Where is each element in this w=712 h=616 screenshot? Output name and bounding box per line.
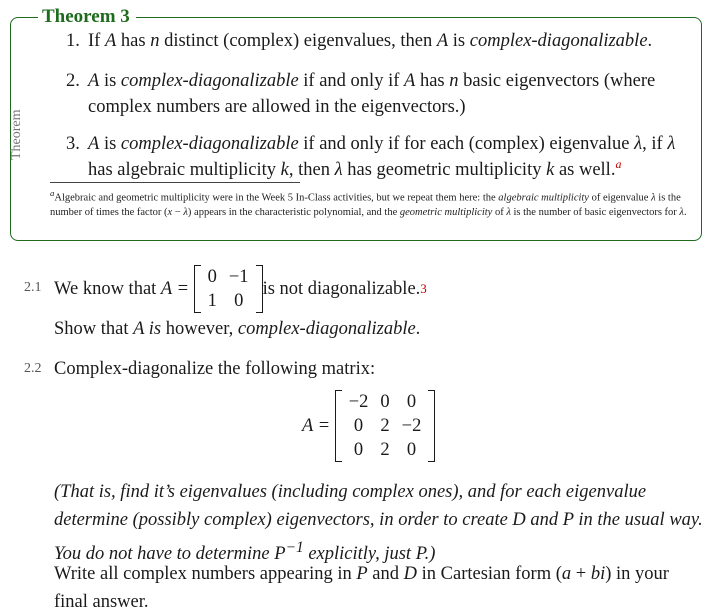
question-2-2-lead: Complex-diagonalize the following matrix: <box>54 359 376 379</box>
question-2-2-final: Write all complex numbers appearing in P and D in Cartesian form (a + bi) in your final answer. <box>54 564 669 612</box>
matrix-3x3: −2 0 0 0 2 −2 0 2 0 <box>335 390 436 462</box>
theorem-item-1: 1. If A has n distinct (complex) eigenvalues, then A is complex-diagonalizable. <box>66 31 653 51</box>
theorem-footnote: $^a$Algebraic and geometric multiplicity were in the Week 5 In-Class activities, but we repeat them here: the algebraic multiplicity of eigenvalue λ is the number of times the factor (x − λ) appears in the characteristic polynomial, and the geometric multiplicity of λ is the number of basic eigenvectors for λ. <box>50 188 687 218</box>
question-2-1-line: We know that A = 0 −1 1 0 is not diagonalizable. 3 <box>54 267 427 311</box>
theorem-item-3: 3. A is complex-diagonalizable if and only if for each (complex) eigenvalue λ, if λ has algebraic multiplicity k, then λ has geometric multiplicity k as well.$^a$ <box>66 134 676 180</box>
question-2-2-note: (That is, find it’s eigenvalues (including complex ones), and for each eigenvalue determine (possibly complex) eigenvectors, in order to create D and P in the usual way. You do not have to determine $P^{-1}$ explicitly, just P.) <box>54 482 703 565</box>
footnote-rule <box>50 182 300 183</box>
question-number-2-1: 2.1 <box>24 280 42 295</box>
theorem-item-2: 2. A is complex-diagonalizable if and only if A has n basic eigenvectors (where complex numbers are allowed in the eigenvectors.) <box>66 71 656 117</box>
question-2-2-matrix-line: A = −2 0 0 0 2 −2 0 2 0 <box>302 388 435 464</box>
theorem-title: Theorem 3 <box>38 6 136 28</box>
question-2-1-show: Show that A is however, complex-diagonalizable. <box>54 319 421 339</box>
question-number-2-2: 2.2 <box>24 361 42 376</box>
matrix-2x2: 0 −1 1 0 <box>194 265 263 313</box>
